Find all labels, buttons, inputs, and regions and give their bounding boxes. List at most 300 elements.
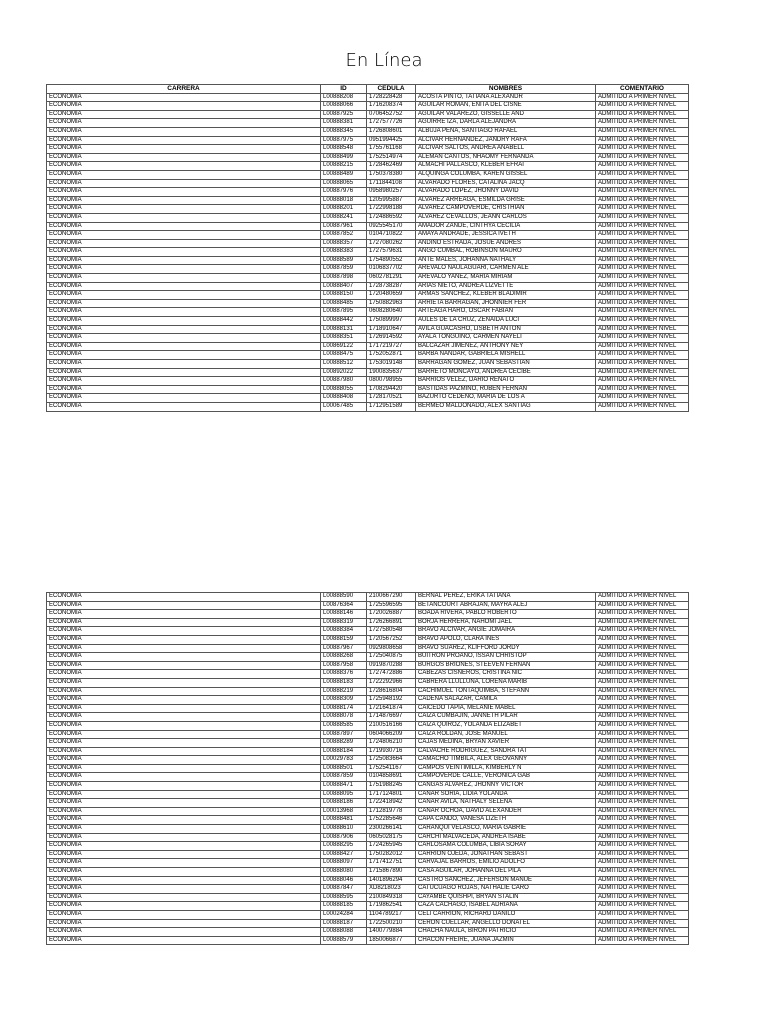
cell-id: L00888427 — [321, 850, 367, 859]
cell-cedula: 0706452752 — [367, 110, 416, 119]
cell-cedula: 1727080262 — [367, 239, 416, 248]
cell-cedula: 1726914592 — [367, 334, 416, 343]
table-row — [47, 102, 689, 111]
cell-nombres: CAMPOS VEINTIMILLA, KIMBERLY N — [416, 764, 596, 773]
cell-comentario: ADMITIDO A PRIMER NIVEL — [596, 928, 689, 937]
table-row — [47, 678, 689, 687]
cell-comentario: ADMITIDO A PRIMER NIVEL — [596, 893, 689, 902]
cell-id: L00888146 — [321, 610, 367, 619]
cell-carrera: ECONOMIA — [47, 876, 321, 885]
table-row — [47, 325, 689, 334]
cell-cedula: 1728170521 — [367, 394, 416, 403]
cell-nombres: BARRAGAN GOMEZ, JUAN SEBASTIAN — [416, 360, 596, 369]
cell-nombres: BALCAZAR JIMENEZ, ANTHONY NEY — [416, 342, 596, 351]
cell-carrera: ECONOMIA — [47, 910, 321, 919]
cell-nombres: BERNAL PEREZ, ERIKA TATIANA — [416, 593, 596, 602]
cell-cedula: 1714876697 — [367, 713, 416, 722]
cell-carrera: ECONOMIA — [47, 265, 321, 274]
table-row — [47, 868, 689, 877]
table-row — [47, 653, 689, 662]
table-row — [47, 885, 689, 894]
cell-nombres: ALCIVAR HERNANDEZ, JANDRY RAFA — [416, 136, 596, 145]
table-row — [47, 782, 689, 791]
cell-id: L00888080 — [321, 868, 367, 877]
table-row — [47, 825, 689, 834]
cell-nombres: ARMAS SANCHEZ, KLEBER BLADIMIR — [416, 291, 596, 300]
table-row — [47, 876, 689, 885]
admissions-table-1 — [46, 84, 689, 412]
cell-carrera: ECONOMIA — [47, 825, 321, 834]
cell-cedula: 1752285646 — [367, 816, 416, 825]
cell-carrera: ECONOMIA — [47, 601, 321, 610]
table-row — [47, 213, 689, 222]
cell-carrera: ECONOMIA — [47, 170, 321, 179]
table-row — [47, 756, 689, 765]
cell-comentario: ADMITIDO A PRIMER NIVEL — [596, 773, 689, 782]
table-row — [47, 196, 689, 205]
table-row — [47, 747, 689, 756]
cell-cedula: 1724265945 — [367, 842, 416, 851]
cell-nombres: CERON CUELLAR, ANGELLO DONATEL — [416, 919, 596, 928]
cell-cedula: 1401896294 — [367, 876, 416, 885]
cell-id: L00887976 — [321, 188, 367, 197]
cell-comentario: ADMITIDO A PRIMER NIVEL — [596, 825, 689, 834]
cell-carrera: ECONOMIA — [47, 351, 321, 360]
cell-cedula: 2100849318 — [367, 893, 416, 902]
cell-nombres: ANGO CUMBAL, ROBINSON MAURO — [416, 248, 596, 257]
cell-id: L00888590 — [321, 593, 367, 602]
cell-id: L00888201 — [321, 205, 367, 214]
cell-id: L00888187 — [321, 919, 367, 928]
cell-carrera: ECONOMIA — [47, 782, 321, 791]
cell-nombres: AMADOR ZANDE, CINTHYA CECILIA — [416, 222, 596, 231]
cell-comentario: ADMITIDO A PRIMER NIVEL — [596, 136, 689, 145]
table-row — [47, 661, 689, 670]
cell-id: L00067485 — [321, 402, 367, 411]
cell-comentario: ADMITIDO A PRIMER NIVEL — [596, 627, 689, 636]
table-row — [47, 739, 689, 748]
cell-id: L00887859 — [321, 773, 367, 782]
table-row — [47, 205, 689, 214]
cell-comentario: ADMITIDO A PRIMER NIVEL — [596, 816, 689, 825]
cell-comentario: ADMITIDO A PRIMER NIVEL — [596, 850, 689, 859]
cell-carrera: ECONOMIA — [47, 394, 321, 403]
cell-cedula: 1727579631 — [367, 248, 416, 257]
cell-cedula: 1728616804 — [367, 687, 416, 696]
cell-comentario: ADMITIDO A PRIMER NIVEL — [596, 127, 689, 136]
cell-nombres: ALQUINGA COLUMBA, KAREN GISSEL — [416, 170, 596, 179]
cell-id: L00888595 — [321, 893, 367, 902]
header-carrera: CARRERA — [47, 85, 321, 94]
cell-comentario: ADMITIDO A PRIMER NIVEL — [596, 153, 689, 162]
cell-id: L00888097 — [321, 859, 367, 868]
cell-comentario: ADMITIDO A PRIMER NIVEL — [596, 868, 689, 877]
cell-nombres: CARVAJAL BARROS, EMILIO ADOLFO — [416, 859, 596, 868]
table-row — [47, 377, 689, 386]
table-row — [47, 859, 689, 868]
cell-id: L00887925 — [321, 110, 367, 119]
cell-carrera: ECONOMIA — [47, 790, 321, 799]
cell-cedula: 1719862541 — [367, 902, 416, 911]
cell-nombres: CAYAMBE QUISHPI, BRYAN STALIN — [416, 893, 596, 902]
cell-cedula: 1722998188 — [367, 205, 416, 214]
cell-nombres: ALCIVAR SALTOS, ANDREA ANABELL — [416, 145, 596, 154]
table-row — [47, 360, 689, 369]
table-row — [47, 618, 689, 627]
cell-cedula: 0919870288 — [367, 661, 416, 670]
cell-carrera: ECONOMIA — [47, 816, 321, 825]
cell-comentario: ADMITIDO A PRIMER NIVEL — [596, 696, 689, 705]
cell-id: L00888351 — [321, 334, 367, 343]
cell-cedula: 0608280640 — [367, 308, 416, 317]
cell-carrera: ECONOMIA — [47, 764, 321, 773]
cell-id: L00888501 — [321, 764, 367, 773]
cell-cedula: 1750882963 — [367, 299, 416, 308]
cell-cedula: 1726266891 — [367, 618, 416, 627]
cell-cedula: 1716208374 — [367, 102, 416, 111]
table-row — [47, 299, 689, 308]
cell-nombres: CAÑAR SORIA, LIDIA YOLANDA — [416, 790, 596, 799]
cell-id: L00888174 — [321, 704, 367, 713]
cell-carrera: ECONOMIA — [47, 704, 321, 713]
cell-nombres: ANDINO ESTRADA, JOSUE ANDRES — [416, 239, 596, 248]
cell-comentario: ADMITIDO A PRIMER NIVEL — [596, 119, 689, 128]
cell-nombres: ARTEAGA HARO, OSCAR FABIAN — [416, 308, 596, 317]
cell-nombres: AREVALO YANEZ, MARIA MIRIAM — [416, 274, 596, 283]
cell-carrera: ECONOMIA — [47, 627, 321, 636]
cell-nombres: CAMACHO TIMBILA, ALEX GEOVANNY — [416, 756, 596, 765]
cell-carrera: ECONOMIA — [47, 402, 321, 411]
cell-carrera: ECONOMIA — [47, 893, 321, 902]
cell-carrera: ECONOMIA — [47, 127, 321, 136]
cell-carrera: ECONOMIA — [47, 145, 321, 154]
cell-comentario: ADMITIDO A PRIMER NIVEL — [596, 360, 689, 369]
table-row — [47, 93, 689, 102]
cell-comentario: ADMITIDO A PRIMER NIVEL — [596, 678, 689, 687]
cell-nombres: CAZA CACHAGO, ISABEL ADRIANA — [416, 902, 596, 911]
cell-comentario: ADMITIDO A PRIMER NIVEL — [596, 618, 689, 627]
table-header-row — [47, 85, 689, 94]
cell-cedula: 0602781291 — [367, 274, 416, 283]
cell-cedula: 1722292966 — [367, 678, 416, 687]
cell-id: L00888407 — [321, 282, 367, 291]
cell-id: L00888548 — [321, 145, 367, 154]
cell-comentario: ADMITIDO A PRIMER NIVEL — [596, 687, 689, 696]
cell-nombres: ARIAS NIETO, ANDREA LIZVETTE — [416, 282, 596, 291]
cell-comentario: ADMITIDO A PRIMER NIVEL — [596, 747, 689, 756]
cell-cedula: 1721641874 — [367, 704, 416, 713]
cell-carrera: ECONOMIA — [47, 256, 321, 265]
cell-comentario: ADMITIDO A PRIMER NIVEL — [596, 170, 689, 179]
cell-id: L00887859 — [321, 265, 367, 274]
cell-id: L00887906 — [321, 833, 367, 842]
cell-carrera: ECONOMIA — [47, 231, 321, 240]
cell-id: L00888481 — [321, 816, 367, 825]
cell-cedula: 2100516166 — [367, 721, 416, 730]
table-row — [47, 334, 689, 343]
cell-comentario: ADMITIDO A PRIMER NIVEL — [596, 394, 689, 403]
cell-nombres: AULES DE LA CRUZ, ZENAIDA LUCI — [416, 317, 596, 326]
cell-cedula: 1750378380 — [367, 170, 416, 179]
table-row — [47, 162, 689, 171]
cell-nombres: CHACHA NAULA, BIRON PATRICIO — [416, 928, 596, 937]
cell-cedula: 1900835637 — [367, 368, 416, 377]
cell-carrera: ECONOMIA — [47, 110, 321, 119]
cell-carrera: ECONOMIA — [47, 213, 321, 222]
cell-cedula: 1104789217 — [367, 910, 416, 919]
cell-cedula: 1724886592 — [367, 213, 416, 222]
cell-nombres: AREVALO NAULAGUARI, CARMEN ALE — [416, 265, 596, 274]
cell-carrera: ECONOMIA — [47, 635, 321, 644]
cell-id: L00887898 — [321, 274, 367, 283]
cell-nombres: ALEMAN CANTOS, NHAOMY FERNANDA — [416, 153, 596, 162]
cell-comentario: ADMITIDO A PRIMER NIVEL — [596, 782, 689, 791]
cell-id: L00888268 — [321, 653, 367, 662]
cell-carrera: ECONOMIA — [47, 936, 321, 945]
cell-nombres: BERMEO MALDONADO, ALEX SANTIAG — [416, 402, 596, 411]
cell-id: L00888610 — [321, 825, 367, 834]
cell-comentario: ADMITIDO A PRIMER NIVEL — [596, 368, 689, 377]
header-nombres: NOMBRES — [416, 85, 596, 94]
cell-carrera: ECONOMIA — [47, 928, 321, 937]
cell-carrera: ECONOMIA — [47, 902, 321, 911]
cell-id: L00888185 — [321, 902, 367, 911]
cell-id: L00024284 — [321, 910, 367, 919]
cell-carrera: ECONOMIA — [47, 687, 321, 696]
cell-id: L00888184 — [321, 747, 367, 756]
cell-cedula: 1722500210 — [367, 919, 416, 928]
cell-cedula: 1725596595 — [367, 601, 416, 610]
cell-comentario: ADMITIDO A PRIMER NIVEL — [596, 110, 689, 119]
cell-id: L00888289 — [321, 739, 367, 748]
cell-id: L00888208 — [321, 93, 367, 102]
cell-cedula: 1725040875 — [367, 653, 416, 662]
cell-comentario: ADMITIDO A PRIMER NIVEL — [596, 299, 689, 308]
cell-id: L00888309 — [321, 696, 367, 705]
cell-comentario: ADMITIDO A PRIMER NIVEL — [596, 282, 689, 291]
cell-nombres: CASA AGUILAR, JOHANNA DEL PILA — [416, 868, 596, 877]
cell-id: L00888357 — [321, 239, 367, 248]
cell-nombres: CELI CARRION, RICHARD DANILO — [416, 910, 596, 919]
cell-comentario: ADMITIDO A PRIMER NIVEL — [596, 859, 689, 868]
cell-nombres: ACOSTA PINTO, TATIANA ALEXANDR — [416, 93, 596, 102]
cell-id: L00888095 — [321, 790, 367, 799]
cell-cedula: 0929808658 — [367, 644, 416, 653]
cell-carrera: ECONOMIA — [47, 868, 321, 877]
cell-id: L00013968 — [321, 807, 367, 816]
cell-id: L00887895 — [321, 308, 367, 317]
cell-nombres: ARRIETA BARRAGAN, JHONNIER FER — [416, 299, 596, 308]
table-row — [47, 145, 689, 154]
cell-id: L00888241 — [321, 213, 367, 222]
cell-carrera: ECONOMIA — [47, 747, 321, 756]
table-row — [47, 790, 689, 799]
table-row — [47, 265, 689, 274]
cell-carrera: ECONOMIA — [47, 919, 321, 928]
cell-nombres: CAIZA QUIROZ, YOLANDA ELIZABET — [416, 721, 596, 730]
cell-comentario: ADMITIDO A PRIMER NIVEL — [596, 317, 689, 326]
cell-nombres: CABRERA LLULLUNA, LORENA MARIB — [416, 678, 596, 687]
cell-comentario: ADMITIDO A PRIMER NIVEL — [596, 790, 689, 799]
cell-cedula: 1717219727 — [367, 342, 416, 351]
cell-id: L00888471 — [321, 782, 367, 791]
table-row — [47, 317, 689, 326]
table-row — [47, 928, 689, 937]
cell-carrera: ECONOMIA — [47, 342, 321, 351]
table-row — [47, 799, 689, 808]
admissions-table-2 — [46, 592, 689, 945]
cell-cedula: 1717412751 — [367, 859, 416, 868]
cell-comentario: ADMITIDO A PRIMER NIVEL — [596, 635, 689, 644]
cell-id: L00888186 — [321, 799, 367, 808]
cell-comentario: ADMITIDO A PRIMER NIVEL — [596, 188, 689, 197]
table-row — [47, 385, 689, 394]
cell-id: L00888150 — [321, 291, 367, 300]
cell-cedula: 1728228428 — [367, 93, 416, 102]
cell-cedula: 0605028175 — [367, 833, 416, 842]
cell-cedula: 1725083664 — [367, 756, 416, 765]
cell-comentario: ADMITIDO A PRIMER NIVEL — [596, 291, 689, 300]
cell-nombres: ALVAREZ CAMPOVERDE, CRISTHIAN — [416, 205, 596, 214]
table-row — [47, 274, 689, 283]
cell-carrera: ECONOMIA — [47, 885, 321, 894]
cell-comentario: ADMITIDO A PRIMER NIVEL — [596, 670, 689, 679]
table-row — [47, 721, 689, 730]
cell-id: L00887975 — [321, 136, 367, 145]
cell-nombres: CAPA CANDO, VANESA LIZETH — [416, 816, 596, 825]
cell-nombres: BETANCOURT ABRAJAN, MAYRA ALEJ — [416, 601, 596, 610]
cell-cedula: 1720567252 — [367, 635, 416, 644]
cell-id: L00888295 — [321, 842, 367, 851]
cell-nombres: CANGAS ALVAREZ, JHONNY VICTOR — [416, 782, 596, 791]
cell-cedula: 1727577726 — [367, 119, 416, 128]
cell-id: L00888489 — [321, 170, 367, 179]
cell-carrera: ECONOMIA — [47, 368, 321, 377]
table-row — [47, 730, 689, 739]
cell-id: L00888046 — [321, 876, 367, 885]
cell-carrera: ECONOMIA — [47, 678, 321, 687]
table-row — [47, 593, 689, 602]
cell-nombres: CARLOSAMA COLUMBA, LIBIA SORAY — [416, 842, 596, 851]
cell-nombres: CAIZA ROLDAN, JOSE MANUEL — [416, 730, 596, 739]
table-row — [47, 919, 689, 928]
cell-comentario: ADMITIDO A PRIMER NIVEL — [596, 102, 689, 111]
cell-id: L00888215 — [321, 162, 367, 171]
table-row — [47, 170, 689, 179]
cell-id: L00888512 — [321, 360, 367, 369]
table-row — [47, 704, 689, 713]
header-comentario: COMENTARIO — [596, 85, 689, 94]
cell-comentario: ADMITIDO A PRIMER NIVEL — [596, 239, 689, 248]
cell-cedula: 0104858691 — [367, 773, 416, 782]
cell-id: L00888589 — [321, 256, 367, 265]
table-row — [47, 342, 689, 351]
cell-cedula: 1719930716 — [367, 747, 416, 756]
cell-id: L00887847 — [321, 885, 367, 894]
cell-nombres: CADENA SALAZAR, CAMILA — [416, 696, 596, 705]
cell-cedula: 1754890552 — [367, 256, 416, 265]
cell-cedula: 1728738287 — [367, 282, 416, 291]
cell-nombres: ALVARADO FLORES, CATALINA JACQ — [416, 179, 596, 188]
cell-nombres: CAJAS MEDINA, BRYAN XAVIER — [416, 739, 596, 748]
cell-carrera: ECONOMIA — [47, 756, 321, 765]
header-id: ID — [321, 85, 367, 94]
table-row — [47, 119, 689, 128]
cell-comentario: ADMITIDO A PRIMER NIVEL — [596, 644, 689, 653]
cell-cedula: 1726808601 — [367, 127, 416, 136]
cell-carrera: ECONOMIA — [47, 205, 321, 214]
cell-id: L00888475 — [321, 351, 367, 360]
cell-nombres: ALVARADO LOPEZ, JHONNY DAVID — [416, 188, 596, 197]
cell-comentario: ADMITIDO A PRIMER NIVEL — [596, 265, 689, 274]
cell-comentario: ADMITIDO A PRIMER NIVEL — [596, 213, 689, 222]
cell-carrera: ECONOMIA — [47, 593, 321, 602]
cell-id: L00888078 — [321, 713, 367, 722]
cell-carrera: ECONOMIA — [47, 859, 321, 868]
cell-nombres: CAMPOVERDE CALLE, VERONICA GAB — [416, 773, 596, 782]
cell-carrera: ECONOMIA — [47, 385, 321, 394]
cell-id: L00887852 — [321, 231, 367, 240]
cell-cedula: 1400779884 — [367, 928, 416, 937]
cell-cedula: 1750899997 — [367, 317, 416, 326]
cell-comentario: ADMITIDO A PRIMER NIVEL — [596, 248, 689, 257]
cell-id: L00888499 — [321, 153, 367, 162]
cell-cedula: 2100667290 — [367, 593, 416, 602]
cell-carrera: ECONOMIA — [47, 721, 321, 730]
cell-cedula: 1750282012 — [367, 850, 416, 859]
cell-carrera: ECONOMIA — [47, 670, 321, 679]
cell-nombres: CATUCUAGO ROJAS, NATHALIE CARO — [416, 885, 596, 894]
table-row — [47, 713, 689, 722]
cell-nombres: BORJA HERRERA, NAHOMI JAEL — [416, 618, 596, 627]
cell-comentario: ADMITIDO A PRIMER NIVEL — [596, 610, 689, 619]
cell-carrera: ECONOMIA — [47, 661, 321, 670]
cell-comentario: ADMITIDO A PRIMER NIVEL — [596, 377, 689, 386]
cell-nombres: AGUILAR VALAREZO, GISSELLE AND — [416, 110, 596, 119]
cell-carrera: ECONOMIA — [47, 696, 321, 705]
cell-nombres: CARANQUI VELASCO, MARIA GABRIE — [416, 825, 596, 834]
table-row — [47, 627, 689, 636]
cell-cedula: 0104710822 — [367, 231, 416, 240]
table-row — [47, 610, 689, 619]
cell-carrera: ECONOMIA — [47, 119, 321, 128]
cell-id: L00892022 — [321, 368, 367, 377]
cell-cedula: 1708294420 — [367, 385, 416, 394]
cell-comentario: ADMITIDO A PRIMER NIVEL — [596, 842, 689, 851]
cell-comentario: ADMITIDO A PRIMER NIVEL — [596, 93, 689, 102]
cell-comentario: ADMITIDO A PRIMER NIVEL — [596, 334, 689, 343]
cell-comentario: ADMITIDO A PRIMER NIVEL — [596, 919, 689, 928]
cell-id: L00887967 — [321, 644, 367, 653]
cell-carrera: ECONOMIA — [47, 807, 321, 816]
cell-carrera: ECONOMIA — [47, 850, 321, 859]
cell-id: L00888383 — [321, 248, 367, 257]
cell-id: L00888131 — [321, 325, 367, 334]
cell-carrera: ECONOMIA — [47, 360, 321, 369]
cell-nombres: BAZURTO CEDEÑO, MARIA DE LOS A — [416, 394, 596, 403]
cell-nombres: CABEZAS CISNEROS, CRISTINA NIC — [416, 670, 596, 679]
cell-comentario: ADMITIDO A PRIMER NIVEL — [596, 274, 689, 283]
cell-comentario: ADMITIDO A PRIMER NIVEL — [596, 910, 689, 919]
cell-carrera: ECONOMIA — [47, 239, 321, 248]
table-row — [47, 816, 689, 825]
cell-nombres: BRAVO ALCIVAR, ANGIE JOMAIRA — [416, 627, 596, 636]
cell-carrera: ECONOMIA — [47, 377, 321, 386]
cell-id: L00888585 — [321, 721, 367, 730]
cell-nombres: CAIZA CUMBAJIN, JANNETH PILAR — [416, 713, 596, 722]
cell-comentario: ADMITIDO A PRIMER NIVEL — [596, 885, 689, 894]
table-row — [47, 231, 689, 240]
